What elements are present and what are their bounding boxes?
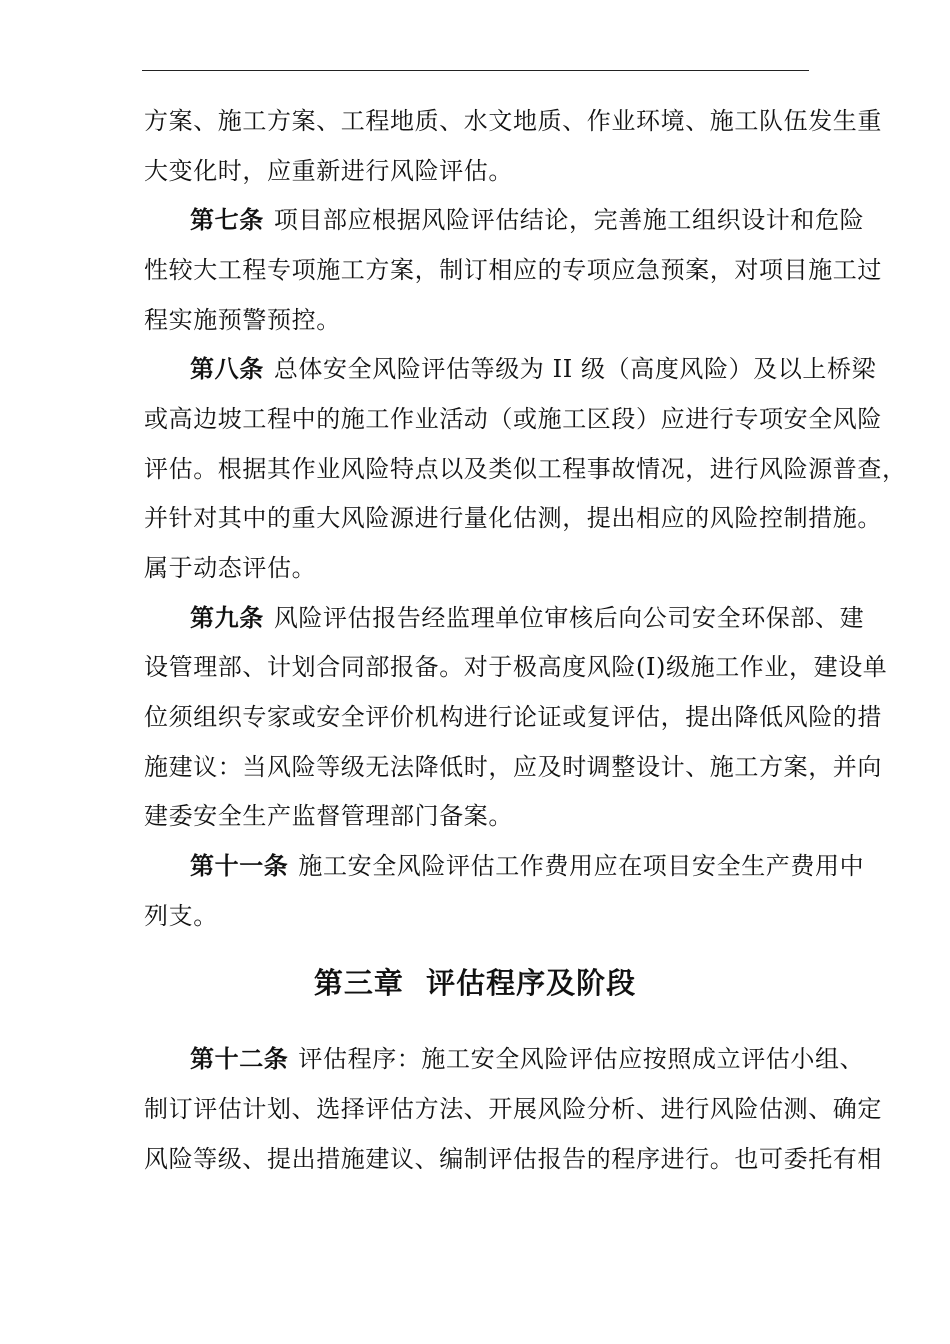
text-line: 列支。 bbox=[144, 902, 218, 930]
article-11-first-line: 第十一条 施工安全风险评估工作费用应在项目安全生产费用中 bbox=[190, 851, 865, 880]
text-line: 方案、施工方案、工程地质、水文地质、作业环境、施工队伍发生重 bbox=[144, 107, 882, 135]
text-line: 大变化时，应重新进行风险评估。 bbox=[144, 157, 513, 185]
article-label: 第七条 bbox=[190, 205, 264, 234]
article-label: 第十二条 bbox=[190, 1044, 289, 1073]
text-line: 或高边坡工程中的施工作业活动（或施工区段）应进行专项安全风险 bbox=[144, 405, 882, 433]
text-line: 设管理部、计划合同部报备。对于极高度风险(I)级施工作业，建设单 bbox=[144, 653, 888, 681]
header-rule bbox=[142, 70, 809, 71]
text-line: 建委安全生产监督管理部门备案。 bbox=[144, 802, 513, 830]
chapter-heading: 第三章 评估程序及阶段 bbox=[313, 966, 637, 1000]
text-line: 性较大工程专项施工方案，制订相应的专项应急预案，对项目施工过 bbox=[144, 256, 882, 284]
text-line: 评估。根据其作业风险特点以及类似工程事故情况，进行风险源普查， bbox=[144, 455, 907, 483]
text-line: 位须组织专家或安全评价机构进行论证或复评估，提出降低风险的措 bbox=[144, 703, 882, 731]
text-line: 施建议：当风险等级无法降低时，应及时调整设计、施工方案，并向 bbox=[144, 753, 882, 781]
article-7-first-line: 第七条 项目部应根据风险评估结论，完善施工组织设计和危险 bbox=[190, 205, 865, 234]
article-9-first-line: 第九条 风险评估报告经监理单位审核后向公司安全环保部、建 bbox=[190, 603, 865, 632]
article-label: 第九条 bbox=[190, 603, 264, 632]
text-line: 制订评估计划、选择评估方法、开展风险分析、进行风险估测、确定 bbox=[144, 1095, 882, 1123]
article-8-first-line: 第八条 总体安全风险评估等级为 II 级（高度风险）及以上桥梁 bbox=[190, 354, 877, 383]
text-line: 风险等级、提出措施建议、编制评估报告的程序进行。也可委托有相 bbox=[144, 1145, 882, 1173]
text-line: 属于动态评估。 bbox=[144, 554, 317, 582]
article-label: 第十一条 bbox=[190, 851, 289, 880]
text-line: 程实施预警预控。 bbox=[144, 306, 341, 334]
article-12-first-line: 第十二条 评估程序：施工安全风险评估应按照成立评估小组、 bbox=[190, 1044, 865, 1073]
text-line: 并针对其中的重大风险源进行量化估测，提出相应的风险控制措施。 bbox=[144, 504, 882, 532]
article-label: 第八条 bbox=[190, 354, 264, 383]
